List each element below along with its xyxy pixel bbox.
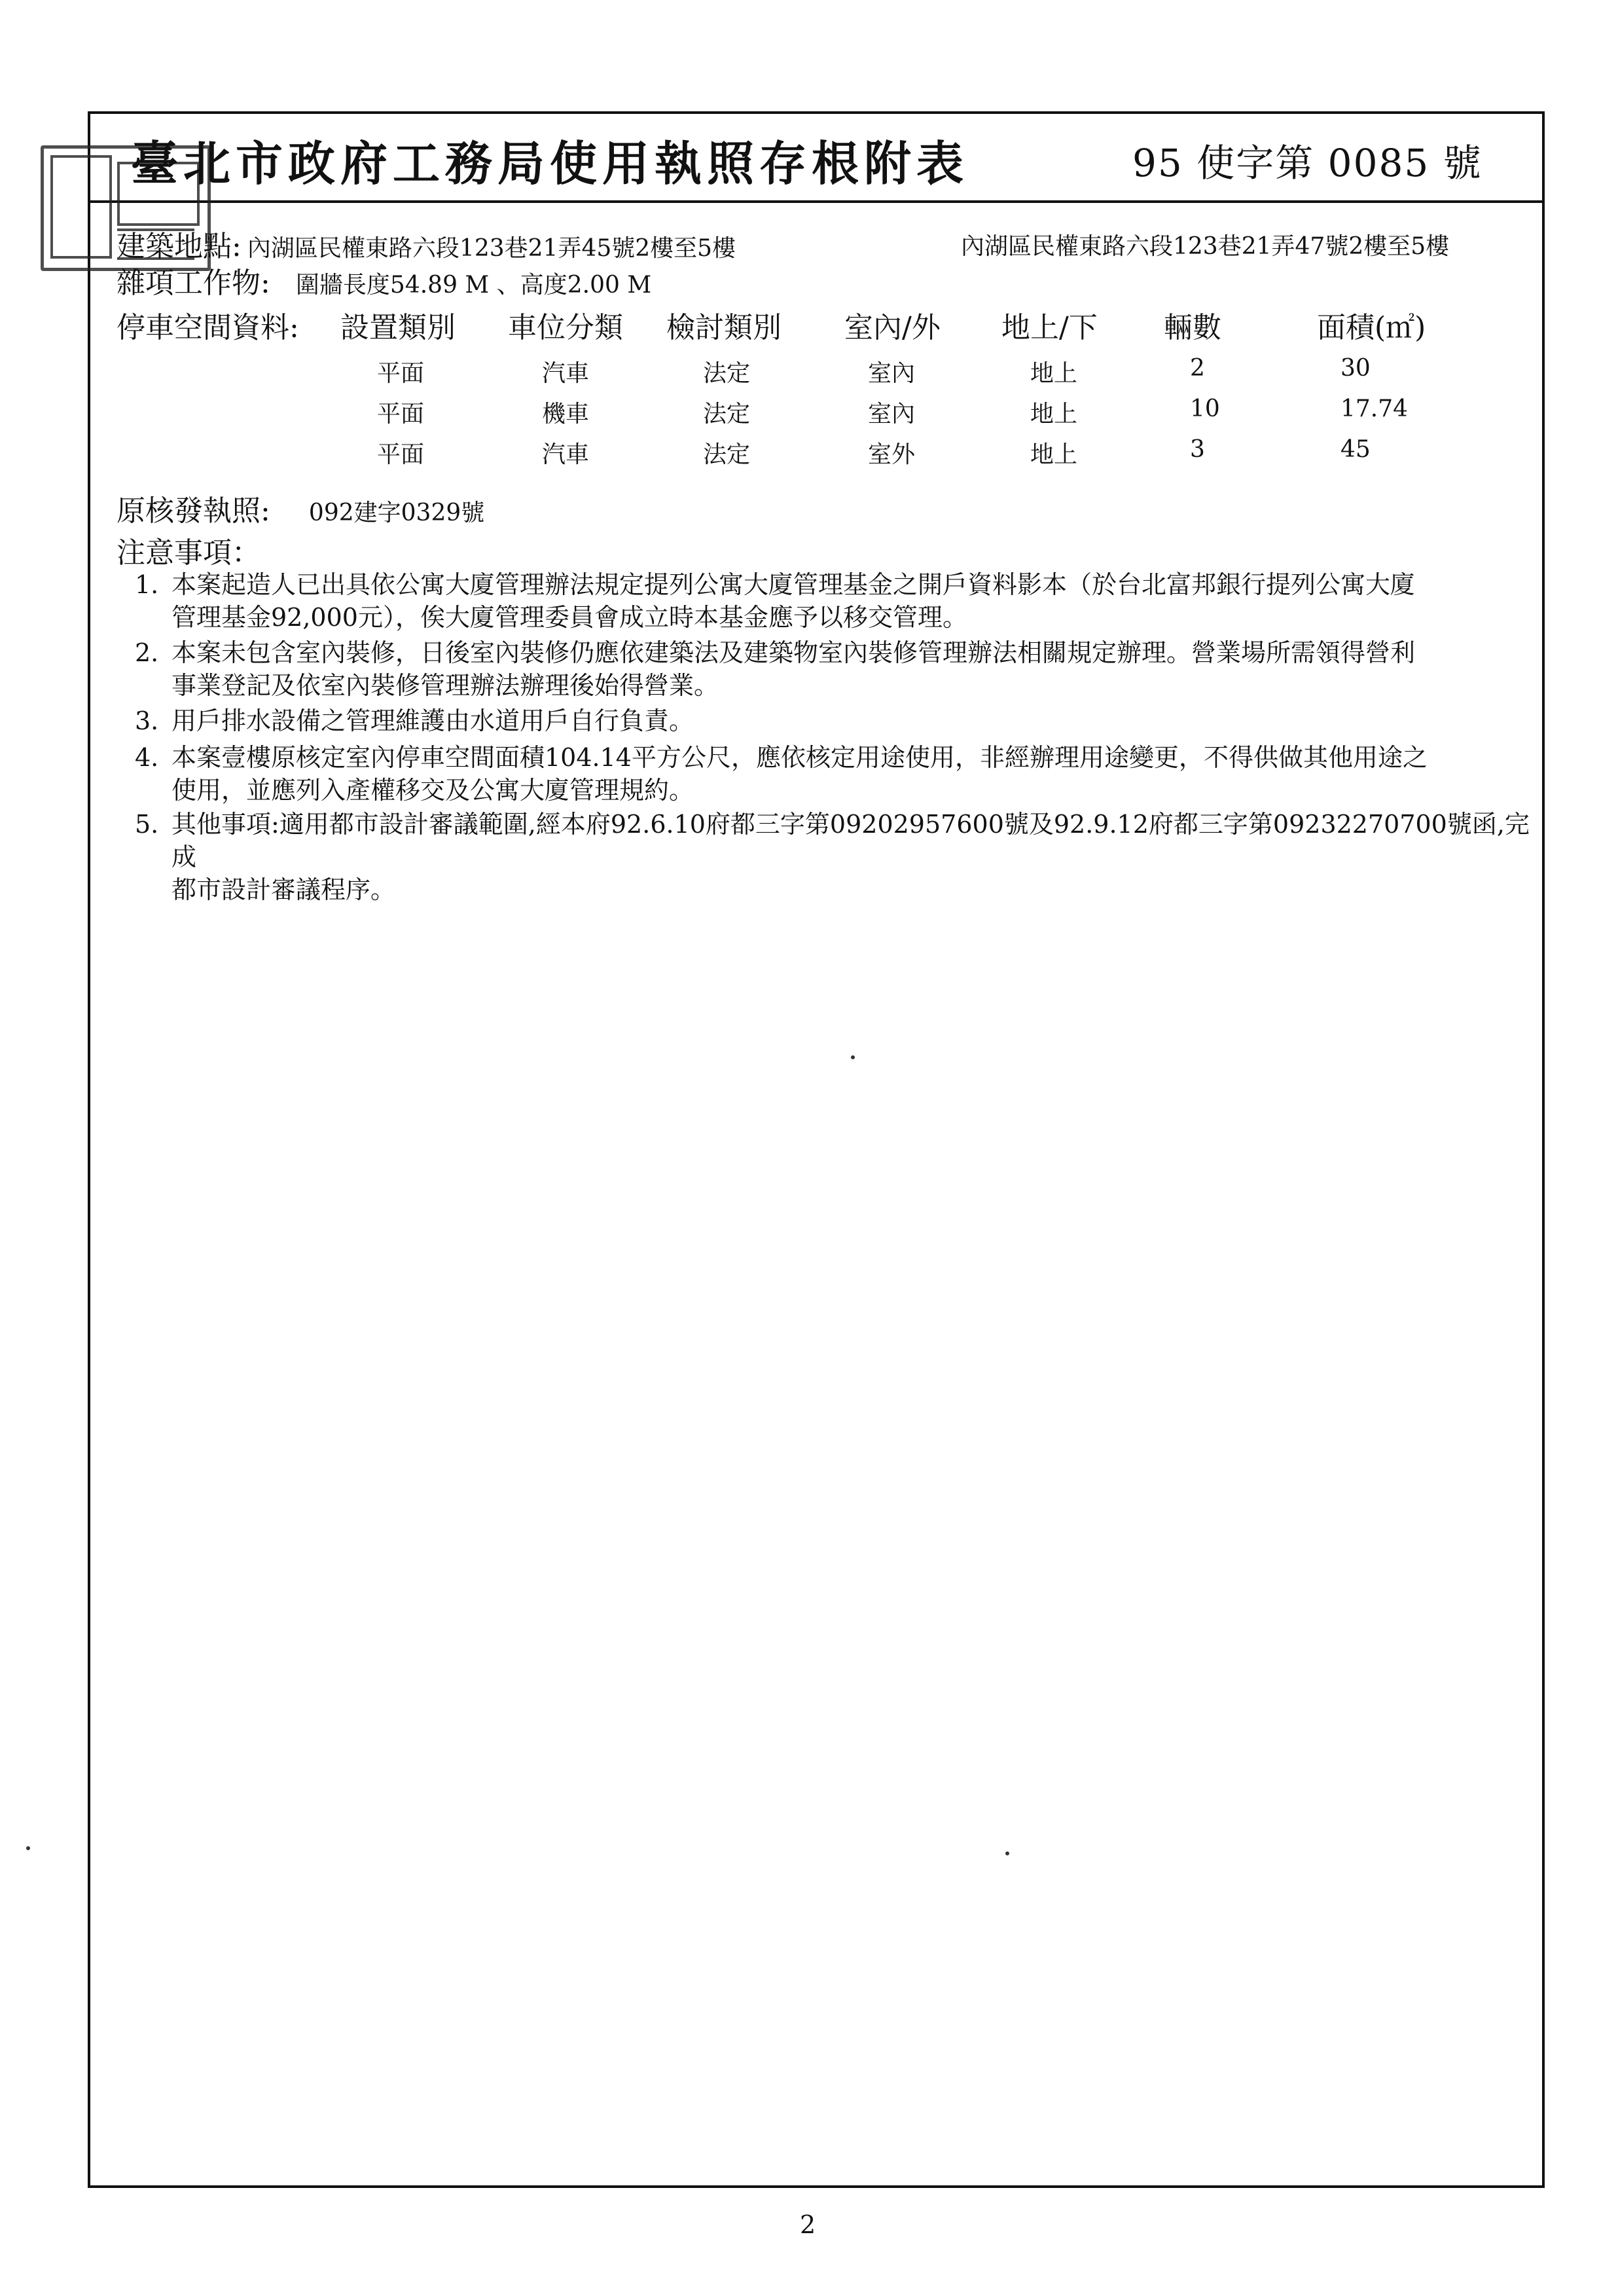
- note-number: 2.: [135, 638, 159, 667]
- parking-col-header: 地上/下: [1001, 311, 1098, 344]
- site-label: 建築地點:: [117, 230, 242, 263]
- parking-cell: 地上: [1030, 360, 1078, 387]
- parking-cell: 法定: [703, 360, 751, 387]
- parking-cell: 汽車: [542, 441, 590, 468]
- misc-works-row: [117, 259, 651, 301]
- note-line: 用戶排水設備之管理維護由水道用戶自行負責。: [171, 706, 694, 735]
- parking-cell: 平面: [377, 441, 425, 468]
- note-item: [135, 808, 1536, 906]
- note-line: 事業登記及依室內裝修管理辦法辦理後始得營業。: [171, 671, 719, 700]
- parking-col-header: 面積(㎡): [1317, 311, 1426, 344]
- parking-cell: 室外: [868, 441, 916, 468]
- note-line: 本案未包含室內裝修，日後室內裝修仍應依建築法及建築物室內裝修管理辦法相關規定辦理。營業場所需領得營利: [171, 638, 1416, 667]
- parking-cell: 10: [1190, 395, 1220, 422]
- parking-cell: 汽車: [542, 360, 590, 387]
- scan-speck: [1005, 1851, 1009, 1855]
- parking-col-header: 車位分類: [508, 311, 623, 344]
- form-border: [88, 111, 1545, 2188]
- note-line: 其他事項:適用都市設計審議範圍,經本府92.6.10府都三字第09202957600號及92.9.12府都三字第09232270700號函,完成: [171, 810, 1530, 871]
- parking-cell: 30: [1340, 355, 1371, 382]
- parking-cell: 法定: [703, 441, 751, 468]
- parking-cell: 3: [1190, 436, 1205, 463]
- site-address-2: 內湖區民權東路六段123巷21弄47號2樓至5樓: [961, 233, 1450, 260]
- parking-cell: 17.74: [1340, 395, 1409, 422]
- site-address-1: 內湖區民權東路六段123巷21弄45號2樓至5樓: [247, 235, 736, 262]
- note-item: [135, 741, 1536, 807]
- note-number: 4.: [135, 743, 159, 772]
- parking-cell: 機車: [542, 401, 590, 428]
- note-line: 本案起造人已出具依公寓大廈管理辦法規定提列公寓大廈管理基金之開戶資料影本（於台北富邦銀行提列公寓大廈: [171, 570, 1416, 599]
- misc-works-value: 圍牆長度54.89 M 、高度2.00 M: [295, 272, 652, 299]
- note-item: [135, 568, 1536, 634]
- page-number: 2: [800, 2210, 816, 2239]
- parking-col-header: 檢討類別: [666, 311, 782, 344]
- note-number: 3.: [135, 706, 159, 735]
- note-number: 1.: [135, 570, 159, 599]
- original-permit-value: 092建字0329號: [308, 500, 485, 526]
- parking-cell: 室內: [868, 401, 916, 428]
- notes-heading: 注意事項：: [117, 536, 261, 570]
- parking-cell: 2: [1190, 355, 1205, 382]
- parking-col-header: 室內/外: [844, 311, 941, 344]
- original-permit-label: 原核發執照:: [117, 494, 270, 528]
- note-line: 都市設計審議程序。: [171, 875, 396, 904]
- parking-label: 停車空間資料:: [117, 311, 299, 344]
- site-row: [117, 223, 736, 264]
- document-title: 臺北市政府工務局使用執照存根附表: [131, 136, 969, 191]
- permit-number: 95 使字第 0085 號: [1132, 141, 1483, 185]
- note-line: 本案壹樓原核定室內停車空間面積104.14平方公尺，應依核定用途使用，非經辦理用途變更，不得供做其他用途之: [171, 743, 1428, 772]
- misc-works-label: 雜項工作物:: [117, 266, 270, 300]
- note-item: [135, 704, 1536, 737]
- scan-speck: [851, 1055, 855, 1059]
- scan-speck: [26, 1846, 30, 1850]
- parking-cell: 地上: [1030, 441, 1078, 468]
- note-line: 使用，並應列入產權移交及公寓大廈管理規約。: [171, 776, 694, 805]
- parking-cell: 地上: [1030, 401, 1078, 428]
- note-number: 5.: [135, 810, 159, 839]
- original-permit-row: [117, 487, 484, 529]
- parking-col-header: 輛數: [1164, 311, 1221, 344]
- parking-cell: 平面: [377, 360, 425, 387]
- note-item: [135, 636, 1536, 702]
- parking-cell: 室內: [868, 360, 916, 387]
- parking-cell: 45: [1340, 436, 1371, 463]
- parking-cell: 平面: [377, 401, 425, 428]
- parking-col-header: 設置類別: [340, 311, 456, 344]
- title-divider: [88, 200, 1545, 203]
- note-line: 管理基金92,000元），俟大廈管理委員會成立時本基金應予以移交管理。: [171, 603, 967, 632]
- parking-cell: 法定: [703, 401, 751, 428]
